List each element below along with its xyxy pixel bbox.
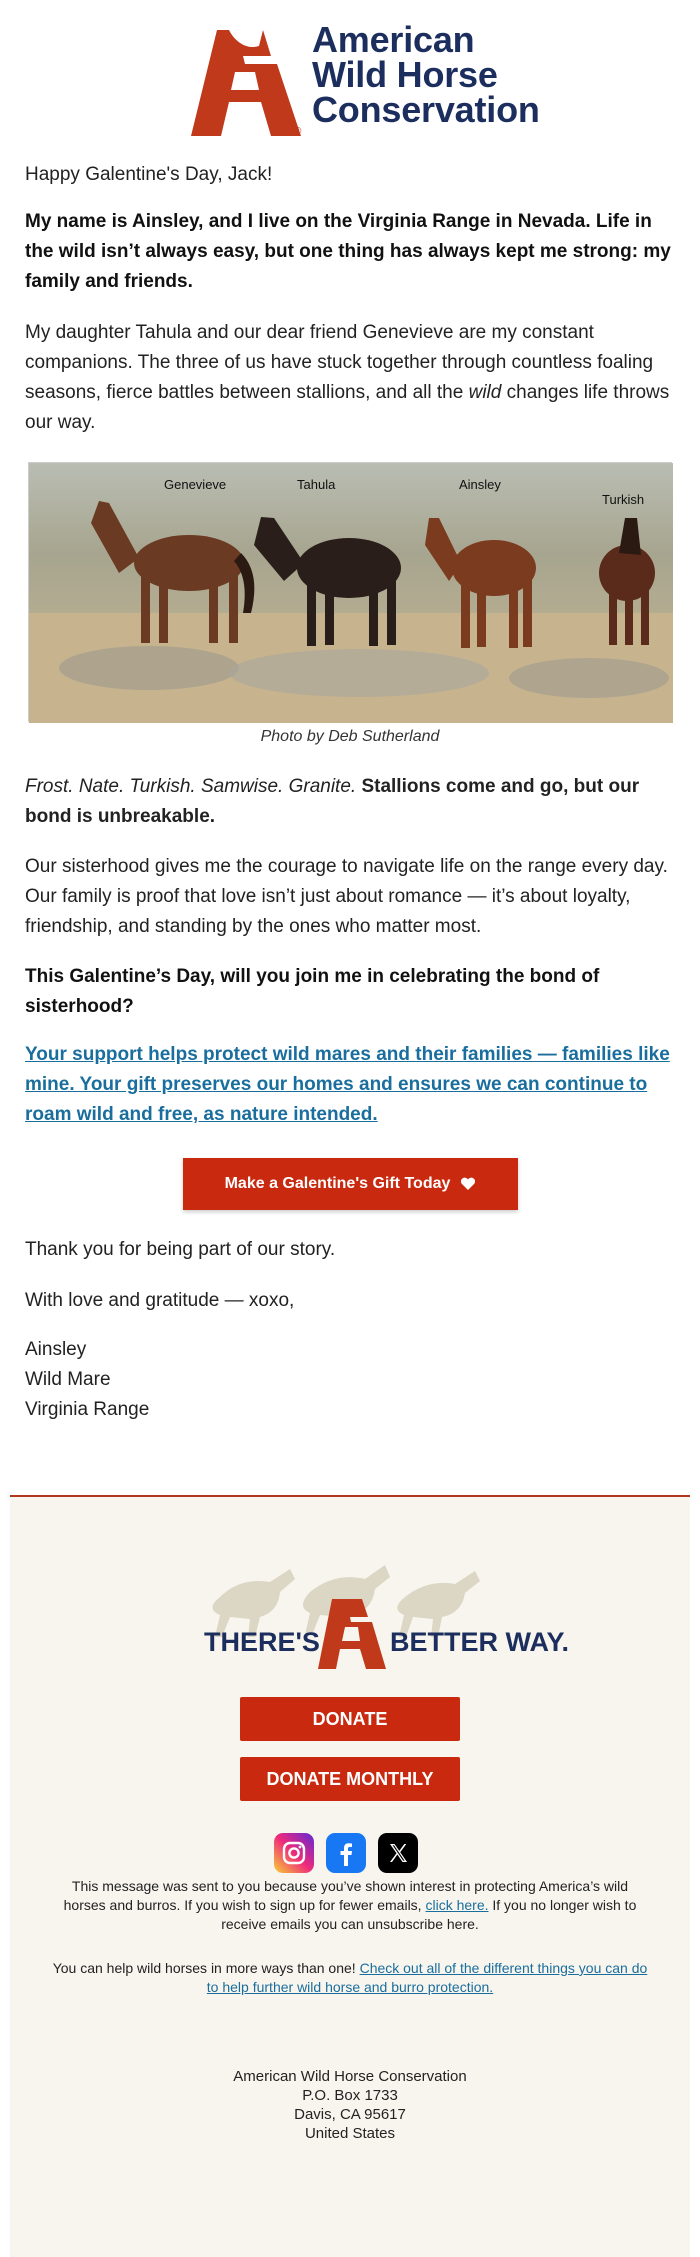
- donate-monthly-button[interactable]: DONATE MONTHLY: [240, 1757, 460, 1801]
- galentines-gift-button[interactable]: [183, 1158, 518, 1210]
- photo-caption: Photo by Deb Sutherland: [260, 728, 440, 745]
- instagram-icon[interactable]: [274, 1833, 314, 1873]
- brand-name-line: Conservation: [312, 89, 540, 130]
- bold-text: Stallions come and go, but our bond is unbreakable.: [25, 776, 640, 827]
- help-notice: [50, 1959, 650, 1997]
- social-links: [274, 1833, 418, 1873]
- text-run: This message was sent to you because you’ve shown interest in protecting America’s wild horses and burros. If you wish to sign up for fewer emails,: [63, 1878, 629, 1913]
- signature-title: Wild Mare: [25, 1369, 111, 1390]
- address-line: United States: [304, 2125, 396, 2142]
- stallions-paragraph: [25, 772, 675, 832]
- text-run: You can help wild horses in more ways than one!: [52, 1960, 360, 1976]
- facebook-icon[interactable]: [326, 1833, 366, 1873]
- email-notice: [50, 1877, 650, 1934]
- brand-logo-icon[interactable]: [183, 28, 305, 140]
- address-line: P.O. Box 1733: [302, 2087, 398, 2104]
- horses-photo: [28, 462, 672, 722]
- donate-button[interactable]: DONATE: [240, 1697, 460, 1741]
- text-run: My daughter Tahula and our dear friend Genevieve are my constant companions. The three of us have stuck together through countless foaling seasons, fierce battles between stallions, and all the: [25, 322, 654, 403]
- photo-label: Genevieve: [164, 477, 227, 492]
- appeal-paragraph: [25, 1040, 675, 1130]
- sisterhood-paragraph: Our sisterhood gives me the courage to navigate life on the range every day. Our family is proof that love isn’t just about romance — it’s about loyalty, friendship, and standing by the ones who matter most.: [25, 856, 668, 937]
- appeal-link[interactable]: Your support helps protect wild mares and their families — families like mine. Your gift preserves our homes and ensures we can continue to roam wild and free, as nature intended.: [25, 1044, 670, 1125]
- photo-label: Tahula: [297, 477, 336, 492]
- question-paragraph: This Galentine’s Day, will you join me in celebrating the bond of sisterhood?: [25, 966, 600, 1017]
- family-paragraph: [25, 318, 675, 438]
- brand-name-line: Wild Horse: [312, 54, 498, 95]
- photo-label: Ainsley: [459, 477, 501, 492]
- registered-mark: ®: [294, 126, 302, 137]
- brand-name: [312, 19, 540, 130]
- text-run: If you no longer wish to receive emails you can unsubscribe here.: [221, 1897, 637, 1932]
- horses-illustration: [29, 463, 673, 723]
- address-line: Davis, CA 95617: [294, 2106, 406, 2123]
- photo-label: Turkish: [602, 492, 645, 507]
- sign-off: With love and gratitude — xoxo,: [25, 1290, 295, 1311]
- x-icon[interactable]: [378, 1833, 418, 1873]
- tagline-left: THERE'S: [204, 1627, 320, 1657]
- tagline-right: BETTER WAY.: [390, 1627, 570, 1657]
- thanks-line: Thank you for being part of our story.: [25, 1239, 336, 1260]
- cta-label: Make a Galentine's Gift Today: [224, 1175, 451, 1192]
- help-link[interactable]: Check out all of the different things you can do to help further wild horse and burro protection.: [206, 1960, 648, 1995]
- text-run: changes life throws our way.: [25, 382, 670, 433]
- signature-place: Virginia Range: [25, 1399, 150, 1420]
- emphasis-text: wild: [468, 382, 502, 403]
- emphasis-text: Frost. Nate. Turkish. Samwise. Granite.: [25, 776, 357, 797]
- header: [0, 19, 700, 142]
- heart-icon: [460, 1177, 476, 1191]
- address-line: American Wild Horse Conservation: [233, 2068, 467, 2085]
- signature-name: Ainsley: [25, 1339, 87, 1360]
- tagline-logo-icon: [200, 1557, 570, 1677]
- greeting: Happy Galentine's Day, Jack!: [25, 164, 273, 185]
- footer: [10, 1495, 690, 2257]
- mailing-address: [10, 2067, 690, 2143]
- fewer-emails-link[interactable]: click here.: [425, 1897, 489, 1913]
- intro-paragraph: My name is Ainsley, and I live on the Virginia Range in Nevada. Life in the wild isn’t always easy, but one thing has always kept me strong: my family and friends.: [25, 211, 671, 292]
- signature: [25, 1335, 675, 1425]
- brand-name-line: American: [312, 19, 475, 60]
